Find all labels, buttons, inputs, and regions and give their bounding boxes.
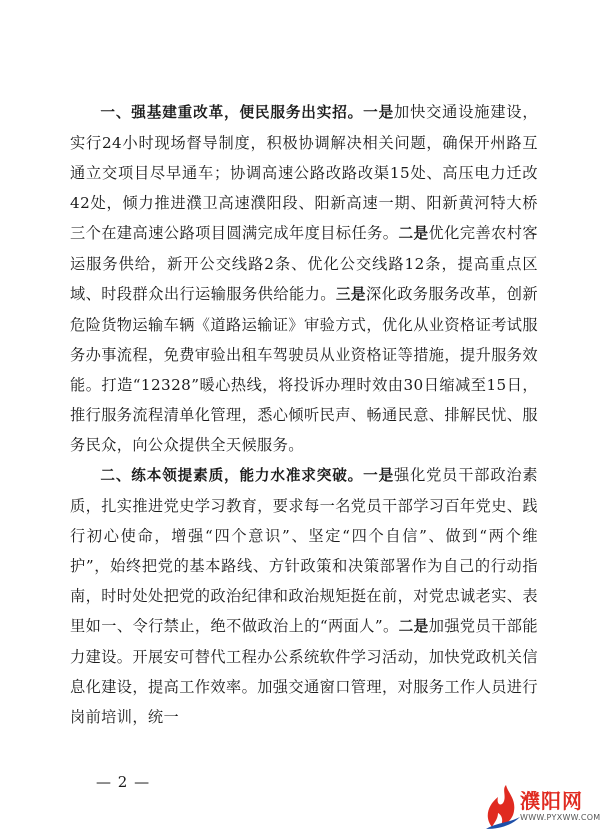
bold-text-segment: 二是 bbox=[398, 618, 429, 635]
bold-text-segment: 一是 bbox=[363, 467, 395, 484]
text-segment: 深化政务服务改革，创新危险货物运输车辆《道路运输证》审验方式，优化从业资格证考试服务办事流程，免费审验出租车驾驶员从业资格证等措施，提升服务效能。打造“12328”暖心热线，将投诉办理时效由30日缩减至15日，推行服务流程清单化管理，悉心倾听民声、畅通民意、排解民忧、服务民众，向公众提供全天候服务。 bbox=[70, 285, 538, 454]
page-number: — 2 — bbox=[96, 773, 151, 791]
paragraph-2 bbox=[70, 460, 538, 732]
bold-text-segment: 二、练本领提素质，能力水准求突破。 bbox=[100, 467, 364, 484]
flame-logo-icon bbox=[482, 783, 522, 831]
bold-text-segment: 三是 bbox=[335, 286, 366, 303]
paragraph-1 bbox=[70, 97, 538, 460]
watermark-url: WWW.PYXWW.COM bbox=[520, 813, 601, 822]
bold-text-segment: 二是 bbox=[398, 225, 429, 242]
text-segment: 强化党员干部政治素质，扎实推进党史学习教育，要求每一名党员干部学习百年党史、践行初心使命，增强“四个意识”、坚定“四个自信”、做到“两个维护”，始终把党的基本路线、方针政策和决策部署作为自己的行动指南，时时处处把党的政治纪律和政治规矩挺在前，对党忠诚老实、表里如一、令行禁止，绝不做政治上的“两面人”。 bbox=[70, 466, 538, 635]
text-segment: 加强党员干部能力建设。开展安可替代工程办公系统软件学习活动，加快党政机关信息化建设，提高工作效率。加强交通窗口管理，对服务工作人员进行岗前培训，统一 bbox=[70, 617, 538, 726]
text-segment: 优化完善农村客运服务供给，新开公交线路2条、优化公交线路12条，提高重点区域、时段群众出行运输服务供给能力。 bbox=[70, 224, 538, 303]
bold-text-segment: 一、强基建重改革，便民服务出实招。 bbox=[100, 104, 364, 121]
bold-text-segment: 一是 bbox=[363, 104, 395, 121]
text-segment: 加快交通设施建设，实行24小时现场督导制度，积极协调解决相关问题，确保开州路互通立交项目尽早通车；协调高速公路改路改渠15处、高压电力迁改42处，倾力推进濮卫高速濮阳段、阳新高速一期、阳新黄河特大桥三个在建高速公路项目圆满完成年度目标任务。 bbox=[70, 103, 538, 242]
watermark-logo bbox=[482, 783, 601, 831]
watermark-title: 濮阳网 bbox=[520, 789, 583, 813]
document-body bbox=[70, 97, 538, 732]
